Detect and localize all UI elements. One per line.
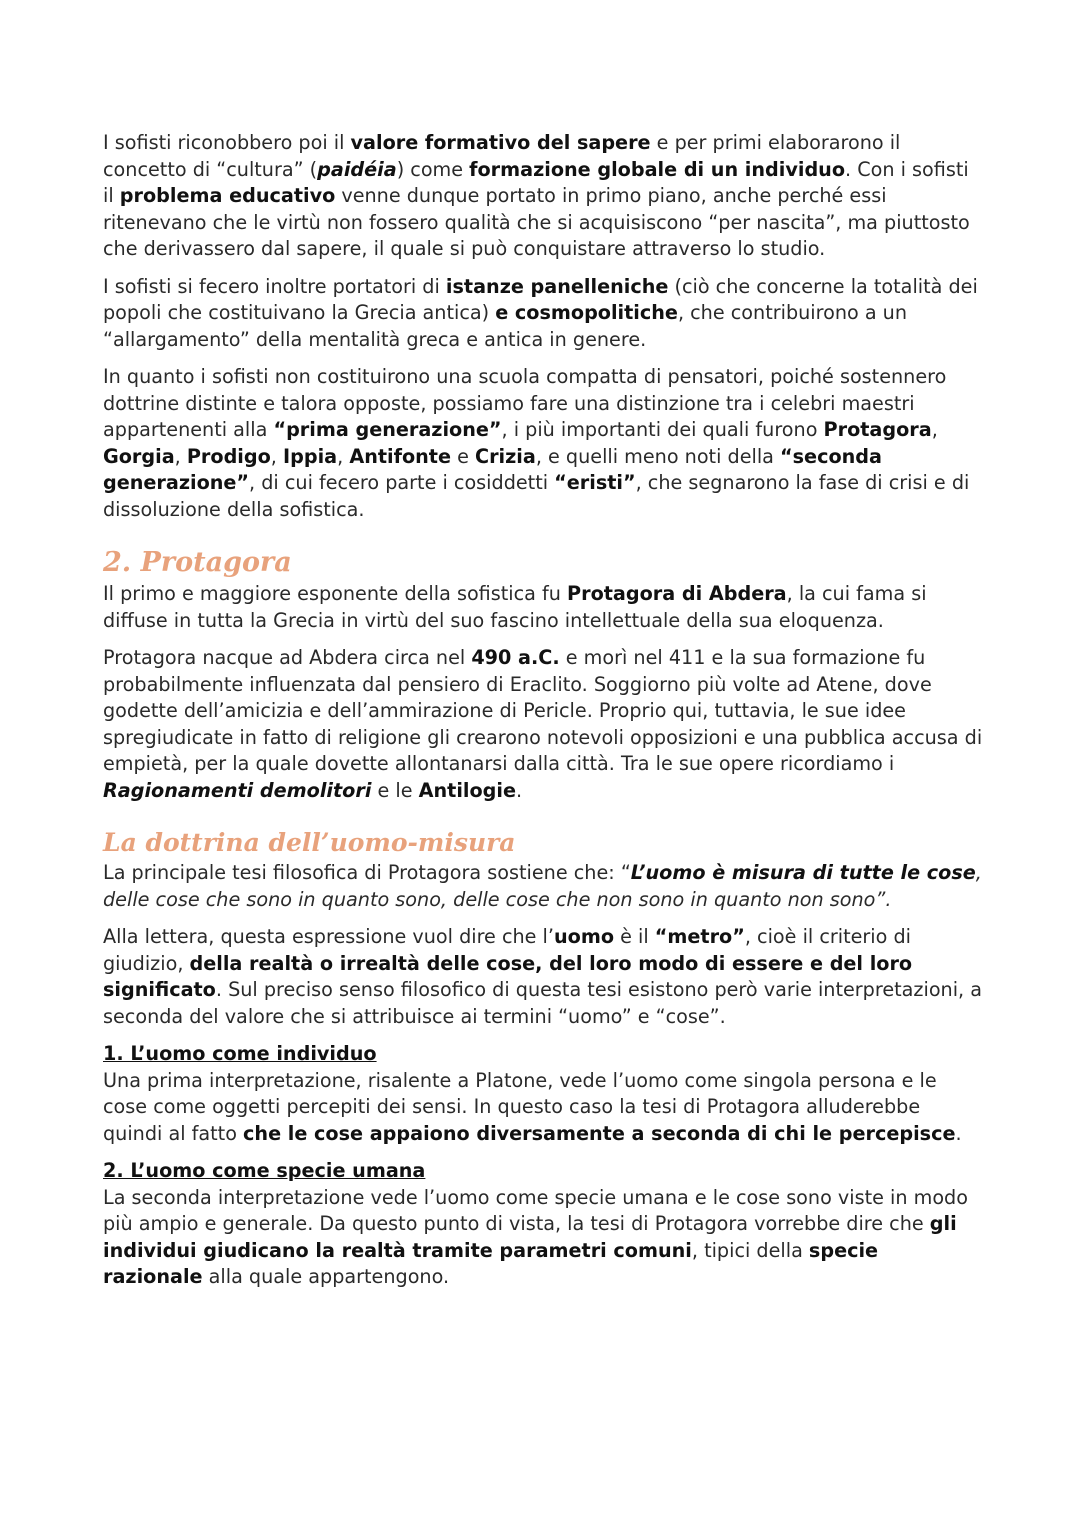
bold-text-run: Protagora	[823, 418, 932, 441]
paragraph	[103, 1068, 983, 1148]
bold-text-run: Gorgia	[103, 444, 175, 468]
paragraph	[103, 1185, 983, 1291]
bold-text-run: Protagora di Abdera	[567, 582, 787, 605]
text-run: .	[955, 1121, 962, 1145]
text-run: Protagora nacque ad Abdera circa nel	[103, 646, 472, 669]
text-run: e morì nel 411 e la sua formazione fu probabilmente influenzata dal pensiero di Eraclito. Soggiorno più volte ad Atene, dove godette dell’amicizia e dell’ammirazione di Pericle. Proprio qui, tuttavia, le sue idee spregiudicate in fatto di religione gli crearono notevoli opposizioni e una pubblica accusa di empietà, per la quale dovette allontanarsi dalla città. Tra le sue opere ricordiamo i	[103, 646, 983, 775]
section-heading: La dottrina dell’uomo-misura	[103, 828, 516, 857]
bold-text-run: “prima generazione”	[273, 418, 502, 441]
text-run: ,	[931, 418, 938, 441]
text-run: e le	[371, 778, 419, 802]
bold-text-run: Prodigo	[186, 444, 271, 468]
paragraph	[103, 860, 983, 913]
bold-text-run: uomo	[554, 925, 615, 948]
bold-text-run: istanze panelleniche	[445, 274, 669, 298]
bold-text-run: valore formativo del sapere	[350, 131, 651, 154]
text-run: Alla lettera, questa espressione vuol dire che l’	[103, 925, 554, 948]
bold-text-run: specie razionale	[103, 1238, 879, 1288]
text-run: ,	[270, 444, 283, 468]
text-run: , i più importanti dei quali furono	[501, 418, 824, 441]
bold-text-run: Antifonte	[349, 444, 451, 468]
bold-text-run: formazione globale di un individuo	[469, 157, 846, 181]
text-run: , delle cose che sono in quanto sono, delle cose che non sono in quanto non sono”.	[103, 861, 982, 911]
bold-text-run: della realtà o irrealtà delle cose, del loro modo di essere e del loro significato	[103, 951, 913, 1001]
paragraph	[103, 924, 983, 1030]
text-run: venne dunque portato in primo piano, anche perché essi ritenevano che le virtù non fossero qualità che si acquisiscono “per nascita”, ma piuttosto che derivassero dal sapere, il quale si può conquistare attraverso lo studio.	[103, 184, 970, 260]
text-run: alla quale appartengono.	[202, 1265, 450, 1288]
paragraph	[103, 274, 983, 354]
bold-text-run: “metro”	[654, 925, 745, 948]
bold-text-run: gli individui giudicano la realtà tramite parametri comuni	[103, 1212, 957, 1262]
text-run: . Sul preciso senso filosofico di questa tesi esistono però varie interpretazioni, a seconda del valore che si attribuisce ai termini “uomo” e “cose”.	[103, 978, 983, 1028]
text-run: ) come	[396, 157, 470, 181]
bold-text-run: paidéia	[317, 157, 397, 181]
bold-text-run: Crizia	[475, 444, 536, 468]
subsection-heading: 2. L’uomo come specie umana	[103, 1159, 426, 1182]
text-run: , di cui fecero parte i cosiddetti	[249, 471, 555, 494]
paragraph	[103, 581, 983, 634]
text-run: Il primo e maggiore esponente della sofistica fu	[103, 582, 568, 605]
bold-text-run: Ragionamenti demolitori	[103, 778, 372, 802]
text-run: I sofisti riconobbero poi il	[103, 131, 351, 154]
text-run: La seconda interpretazione vede l’uomo come specie umana e le cose sono viste in modo più ampio e generale. Da questo punto di vista, la tesi di Protagora vorrebbe dire che	[103, 1185, 968, 1235]
text-run: I sofisti si fecero inoltre portatori di	[103, 274, 446, 298]
paragraph	[103, 645, 983, 804]
text-run: ,	[174, 444, 187, 468]
text-run: , e quelli meno noti della	[535, 444, 781, 468]
paragraph	[103, 130, 983, 263]
text-run: . Con i sofisti il	[103, 157, 969, 207]
text-run: , tipici della	[691, 1238, 809, 1262]
text-run: In quanto i sofisti non costituirono una scuola compatta di pensatori, poiché sostennero dottrine distinte e talora opposte, possiamo fare una distinzione tra i celebri maestri appartenenti alla	[103, 365, 947, 441]
text-run: e per primi elaborarono il concetto di “cultura” (	[103, 131, 901, 181]
text-run: , la cui fama si diffuse in tutta la Grecia in virtù del suo fascino intellettuale della sua eloquenza.	[103, 582, 927, 632]
text-run: e	[450, 444, 475, 468]
bold-text-run: e cosmopolitiche	[495, 301, 678, 324]
section-heading: 2. Protagora	[103, 547, 292, 578]
text-run: è il	[614, 925, 655, 948]
document-page	[103, 130, 983, 1302]
bold-text-run: Antilogie	[418, 778, 516, 802]
text-run: .	[516, 778, 523, 802]
subsection-heading: 1. L’uomo come individuo	[103, 1042, 377, 1065]
bold-text-run: L’uomo è misura di tutte le cose	[630, 861, 976, 884]
bold-text-run: “eristi”	[554, 471, 636, 494]
text-run: ,	[337, 444, 350, 468]
bold-text-run: che le cose appaiono diversamente a seconda di chi le percepisce	[243, 1121, 956, 1145]
bold-text-run: problema educativo	[119, 184, 336, 207]
text-run: (ciò che concerne la totalità dei popoli che costituivano la Grecia antica)	[103, 274, 978, 324]
text-run: , cioè il criterio di giudizio,	[103, 925, 911, 975]
text-run: , che segnarono la fase di crisi e di dissoluzione della sofistica.	[103, 471, 970, 521]
paragraph	[103, 364, 983, 523]
text-run: La principale tesi filosofica di Protagora sostiene che: “	[103, 861, 631, 884]
text-run: Una prima interpretazione, risalente a Platone, vede l’uomo come singola persona e le cose come oggetti percepiti dei sensi. In questo caso la tesi di Protagora alluderebbe quindi al fatto	[103, 1068, 937, 1145]
bold-text-run: “seconda generazione”	[103, 444, 882, 494]
text-run: , che contribuirono a un “allargamento” della mentalità greca e antica in genere.	[103, 301, 907, 351]
bold-text-run: 490 a.C.	[471, 646, 560, 669]
bold-text-run: Ippia	[283, 444, 338, 468]
